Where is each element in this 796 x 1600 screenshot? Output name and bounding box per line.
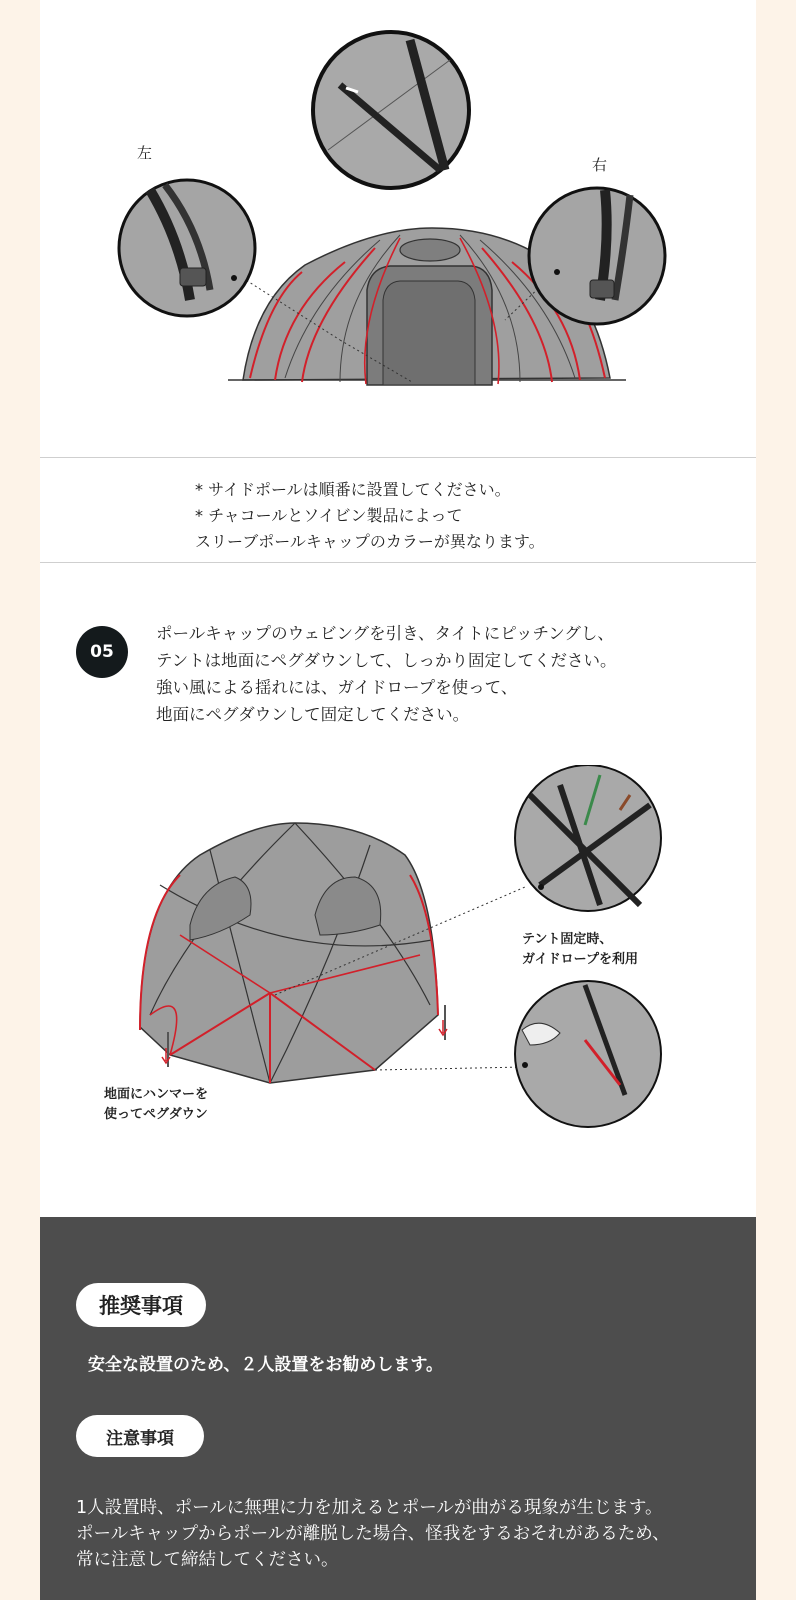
instruction-page <box>40 0 756 1600</box>
note-line-2: * チャコールとソイビン製品によって <box>195 506 463 525</box>
step-5-line-2: テントは地面にペグダウンして、しっかり固定してください。 <box>156 651 617 670</box>
recommend-text: 安全な設置のため、２人設置をお勧めします。 <box>88 1355 443 1375</box>
peg-label-line-2: 使ってペグダウン <box>104 1107 208 1122</box>
caution-title-pill: 注意事項 <box>76 1415 204 1457</box>
left-side-label: 左 <box>137 144 153 162</box>
guy-rope-label-line-1: テント固定時、 <box>522 932 613 947</box>
peg-label-line-1: 地面にハンマーを <box>104 1087 209 1102</box>
side-pole-notes <box>40 457 756 563</box>
step-5-line-3: 強い風による揺れには、ガイドロープを使って、 <box>156 678 518 697</box>
caution-line-1: 1人設置時、ポールに無理に力を加えるとポールが曲がる現象が生じます。 <box>76 1498 663 1518</box>
pegdown-illustration <box>40 765 756 1185</box>
note-line-1: * サイドポールは順番に設置してください。 <box>195 480 511 499</box>
note-line-3: スリーブポールキャップのカラーが異なります。 <box>195 532 545 551</box>
caution-line-2: ポールキャップからポールが離脱した場合、怪我をするおそれがあるため、 <box>76 1524 670 1544</box>
step-number-badge: 05 <box>76 626 128 678</box>
guy-rope-label-line-2: ガイドロープを利用 <box>522 952 638 967</box>
step-5-line-4: 地面にペグダウンして固定してください。 <box>156 705 470 724</box>
side-pole-illustration <box>40 0 756 455</box>
precautions-panel <box>40 1217 756 1600</box>
caution-line-3: 常に注意して締結してください。 <box>76 1550 339 1570</box>
recommend-title-pill: 推奨事項 <box>76 1283 206 1327</box>
right-side-label: 右 <box>592 156 608 174</box>
step-5-line-1: ポールキャップのウェビングを引き、タイトにピッチングし、 <box>156 624 614 643</box>
